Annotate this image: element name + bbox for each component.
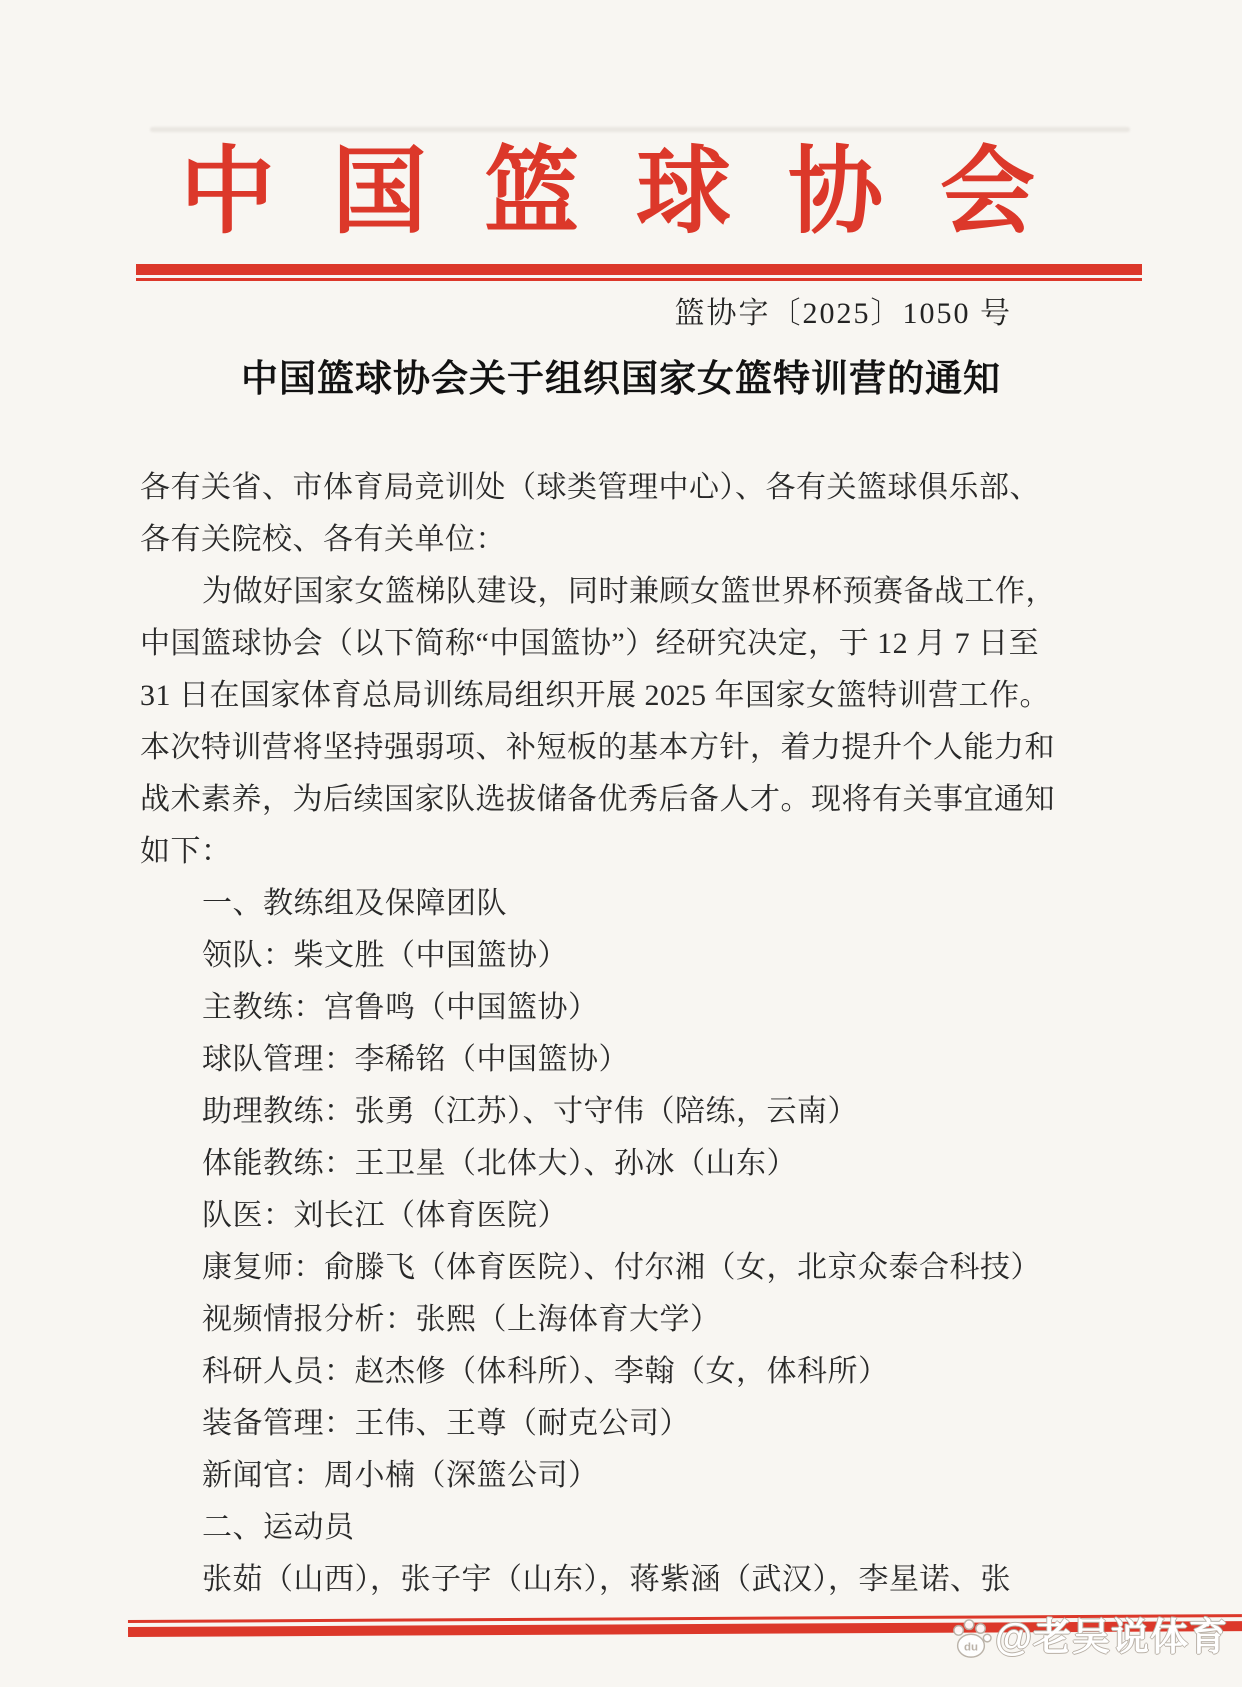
baidu-paw-icon: [950, 1618, 992, 1660]
baidu-paw-icon-text: du: [963, 1640, 978, 1653]
watermark-handle: @老吴说体育: [994, 1617, 1228, 1659]
scan-smudge: [150, 127, 1130, 132]
body-line: 如下：: [140, 835, 232, 868]
body-line: 新闻官：周小楠（深篮公司）: [202, 1459, 599, 1492]
body-line: 助理教练：张勇（江苏）、寸守伟（陪练，云南）: [202, 1095, 858, 1128]
body-line: 各有关院校、各有关单位：: [140, 523, 506, 556]
header-rule-thick: [136, 264, 1142, 275]
body-line: 各有关省、市体育局竞训处（球类管理中心）、各有关篮球俱乐部、: [140, 471, 1040, 504]
body-line: 战术素养，为后续国家队选拔储备优秀后备人才。现将有关事宜通知: [140, 783, 1055, 816]
body-line: 为做好国家女篮梯队建设，同时兼顾女篮世界杯预赛备战工作，: [202, 575, 1056, 608]
body-line: 装备管理：王伟、王尊（耐克公司）: [202, 1407, 690, 1440]
org-name: 中国篮球协会: [179, 139, 1092, 245]
body-line: 视频情报分析：张熙（上海体育大学）: [202, 1303, 721, 1336]
body-line: 队医：刘长江（体育医院）: [202, 1199, 568, 1232]
body-line: 张茹（山西），张子宇（山东），蒋紫涵（武汉），李星诺、张: [202, 1563, 1011, 1596]
body-line: 主教练：宫鲁鸣（中国篮协）: [202, 991, 599, 1024]
body-line: 中国篮球协会（以下简称“中国篮协”）经研究决定，于 12 月 7 日至: [140, 627, 1040, 660]
body-line-section-heading: 一、教练组及保障团队: [202, 887, 507, 920]
header-rule: [136, 264, 1142, 281]
body-line: 科研人员：赵杰修（体科所）、李翰（女，体科所）: [202, 1355, 889, 1388]
watermark: [950, 1606, 1228, 1661]
body-line: 康复师：俞滕飞（体育医院）、付尔湘（女，北京众泰合科技）: [202, 1251, 1041, 1284]
body-line: 体能教练：王卫星（北体大）、孙冰（山东）: [202, 1147, 797, 1180]
document-body: [140, 462, 1056, 1606]
body-line-section-heading: 二、运动员: [202, 1511, 355, 1544]
header-rule-thin: [136, 278, 1142, 281]
doc-number: 篮协字〔2025〕1050 号: [674, 297, 1012, 330]
body-line: 31 日在国家体育总局训练局组织开展 2025 年国家女篮特训营工作。: [140, 679, 1050, 712]
body-line: 球队管理：李稀铭（中国篮协）: [202, 1043, 629, 1076]
document-title: 中国篮球协会关于组织国家女篮特训营的通知: [241, 358, 1001, 399]
body-line: 本次特训营将坚持强弱项、补短板的基本方针，着力提升个人能力和: [140, 731, 1055, 764]
body-line: 领队：柴文胜（中国篮协）: [202, 939, 568, 972]
